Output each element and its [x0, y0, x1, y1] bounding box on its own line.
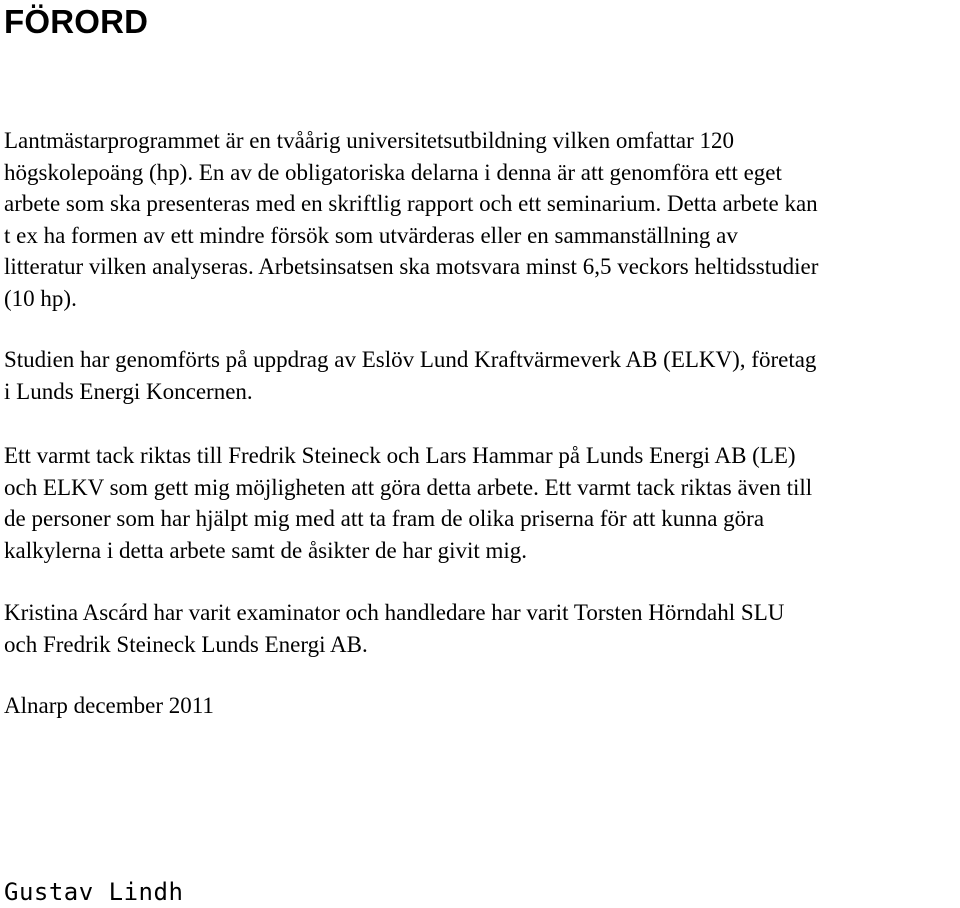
text-line: Alnarp december 2011: [4, 693, 214, 718]
text-line: Ett varmt tack riktas till Fredrik Steineck och Lars Hammar på Lunds Energi AB (LE): [4, 443, 796, 468]
paragraph-intro: [4, 125, 956, 314]
text-line: högskolepoäng (hp). En av de obligatoriska delarna i denna är att genomföra ett eget: [4, 159, 782, 185]
text-line: arbete som ska presenteras med en skriftlig rapport och ett seminarium. Detta arbete kan: [4, 191, 818, 216]
text-line: de personer som har hjälpt mig med att ta fram de olika priserna för att kunna göra: [4, 506, 765, 531]
paragraph-commission: [4, 344, 956, 407]
paragraph-thanks: [4, 440, 956, 566]
page-title: FÖRORD: [4, 3, 149, 40]
text-line: (10 hp).: [4, 285, 77, 311]
text-line: Kristina Ascárd har varit examinator och handledare har varit Torsten Hörndahl SLU: [4, 600, 785, 625]
place-date: [4, 690, 956, 722]
text-line: och Fredrik Steineck Lunds Energi AB.: [4, 631, 368, 657]
text-line: Lantmästarprogrammet är en tvåårig universitetsutbildning vilken omfattar 120: [4, 128, 735, 153]
text-line: och ELKV som gett mig möjligheten att göra detta arbete. Ett varmt tack riktas även till: [4, 474, 813, 500]
paragraph-supervisors: [4, 597, 956, 660]
text-line: t ex ha formen av ett mindre försök som utvärderas eller en sammanställning av: [4, 222, 738, 248]
text-line: kalkylerna i detta arbete samt de åsikter de har givit mig.: [4, 537, 528, 563]
text-line: litteratur vilken analyseras. Arbetsinsatsen ska motsvara minst 6,5 veckors heltidsstudier: [4, 254, 819, 279]
text-line: Studien har genomförts på uppdrag av Eslöv Lund Kraftvärmeverk AB (ELKV), företag: [4, 347, 817, 372]
author-signature: Gustav Lindh: [4, 878, 184, 906]
text-line: i Lunds Energi Koncernen.: [4, 378, 253, 404]
